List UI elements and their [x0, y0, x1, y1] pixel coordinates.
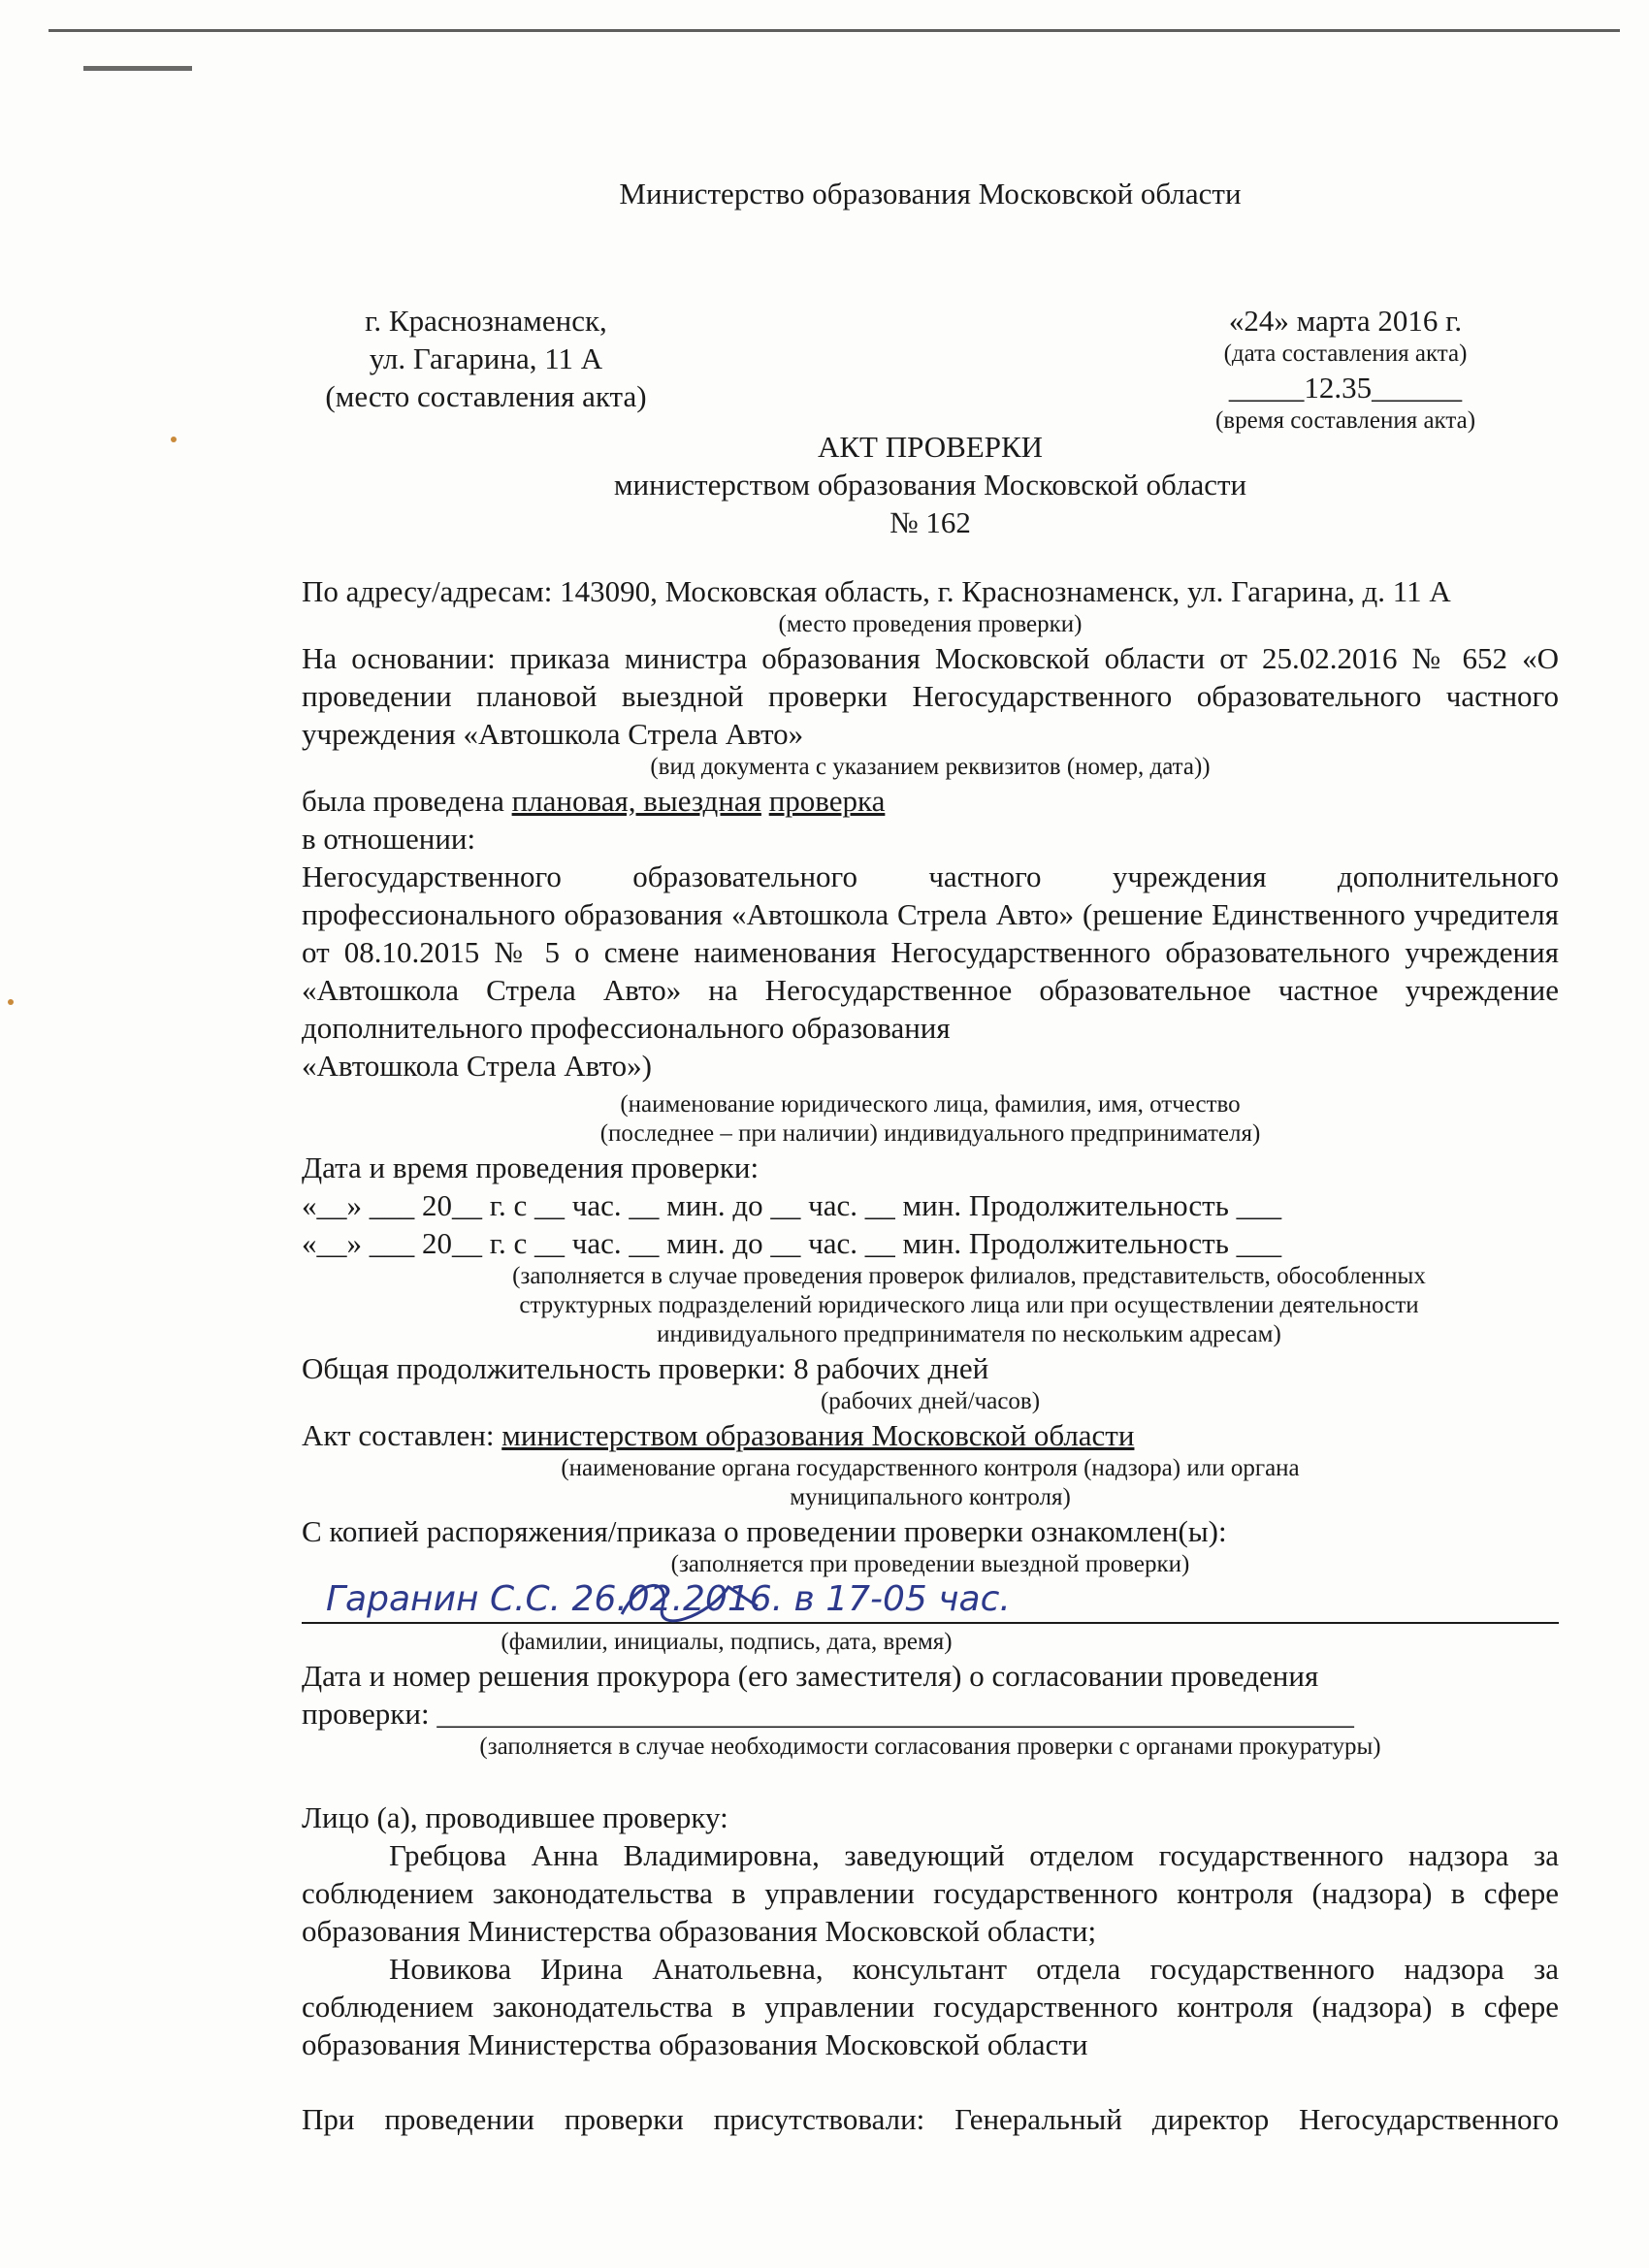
entity-text: Негосударственного образовательного частного учреждения дополнительного профессионального образования «Автошкола Стрела Авто» (решение Единственного учредителя от 08.10.2015 № 5 о смене наименования Негосударственного образовательного учреждения «Автошкола Стрела Авто» на Негосударственное образовательное частное учреждение дополнительного профессионального образования [302, 859, 1559, 1045]
inspector-1: Гребцова Анна Владимировна, заведующий отделом государственного надзора за соблюдением законодательства в управлении государственного контроля (надзора) в сфере образования Министерства образования Московской области; [302, 1838, 1559, 1948]
compiled-line [302, 1416, 1559, 1454]
inspectors-label: Лицо (а), проводившее проверку: [302, 1800, 728, 1834]
act-title-line-1: АКТ ПРОВЕРКИ [817, 430, 1044, 464]
time-value: _____12.35______ [1228, 371, 1463, 405]
acquainted-caption: (заполняется при проведении выездной проверки) [670, 1551, 1190, 1577]
header-row [302, 212, 1559, 445]
prosecutor-line-1: Дата и номер решения прокурора (его заместителя) о согласовании проведения [302, 1659, 1319, 1693]
datetime-caption-1: (заполняется в случае проведения проверок филиалов, представительств, обособленных [512, 1263, 1426, 1289]
duration-caption: (рабочих дней/часов) [820, 1388, 1041, 1414]
datetime-caption-2: структурных подразделений юридического лица или при осуществлении деятельности [519, 1292, 1419, 1318]
conducted-prefix: была проведена [302, 784, 512, 818]
datetime-caption-3: индивидуального предпринимателя по нескольким адресам) [657, 1321, 1281, 1347]
date-caption: (дата составления акта) [1223, 340, 1468, 367]
address-caption: (место проведения проверки) [778, 611, 1083, 637]
prosecutor-caption: (заполняется в случае необходимости согласования проверки с органами прокуратуры) [479, 1733, 1381, 1760]
entity-caption-1: (наименование юридического лица, фамилия, имя, отчество [620, 1091, 1241, 1118]
conducted-line [302, 782, 1559, 820]
basis-text: На основании: приказа министра образования Московской области от 25.02.2016 № 652 «О проведении плановой выездной проверки Негосударственного образовательного частного учреждения «Автошкола Стрела Авто» [302, 641, 1559, 751]
address-text: По адресу/адресам: 143090, Московская область, г. Краснознаменск, ул. Гагарина, д. 11 А [302, 574, 1451, 608]
place-line-2: ул. Гагарина, 11 А [369, 341, 603, 375]
conducted-word: проверка [768, 784, 886, 818]
handwritten-text: Гаранин С.С. 26.02.2016. в 17-05 час. [326, 1579, 1011, 1619]
place-line-1: г. Краснознаменск, [365, 304, 607, 338]
scan-mark [83, 66, 192, 71]
place-block [292, 302, 680, 415]
scan-speck [8, 999, 14, 1005]
inspector-2: Новикова Ирина Анатольевна, консультант отдела государственного надзора за соблюдением законодательства в управлении государственного контроля (надзора) в сфере образования Министерства образования Московской области [302, 1952, 1559, 2061]
compiled-caption-2: муниципального контроля) [790, 1484, 1071, 1510]
act-title-line-2: министерством образования Московской области [613, 468, 1247, 502]
conducted-type: плановая, выездная [511, 784, 761, 818]
time-caption: (время составления акта) [1214, 407, 1476, 434]
basis-caption: (вид документа с указанием реквизитов (номер, дата)) [650, 754, 1211, 780]
prosecutor-line-2: проверки: _____________________________________________________________ [302, 1697, 1354, 1731]
compiled-prefix: Акт составлен: [302, 1418, 502, 1452]
compiled-body: министерством образования Московской области [501, 1418, 1135, 1452]
handwritten-signature [302, 1568, 1559, 1626]
present-text: При проведении проверки присутствовали: Генеральный директор Негосударственного [302, 2102, 1559, 2136]
datetime-row-1: «__» ___ 20__ г. с __ час. __ мин. до __ час. __ мин. Продолжительность ___ [302, 1188, 1282, 1222]
datetime-row-2: «__» ___ 20__ г. с __ час. __ мин. до __ час. __ мин. Продолжительность ___ [302, 1226, 1282, 1260]
acquainted-text: С копией распоряжения/приказа о проведении проверки ознакомлен(ы): [302, 1514, 1227, 1548]
document-page [302, 175, 1559, 2138]
date-block [1180, 302, 1510, 436]
duration-text: Общая продолжительность проверки: 8 рабочих дней [302, 1351, 989, 1385]
date-value: «24» марта 2016 г. [1228, 304, 1463, 338]
place-caption: (место составления акта) [325, 379, 647, 413]
datetime-label: Дата и время проведения проверки: [302, 1150, 760, 1184]
regarding-label: в отношении: [302, 822, 476, 856]
ministry-header: Министерство образования Московской области [619, 177, 1242, 211]
scan-speck [171, 437, 177, 442]
conducted-space [761, 784, 769, 818]
signature-line [302, 1571, 1559, 1624]
act-number: № 162 [889, 505, 971, 539]
entity-caption-2: (последнее – при наличии) индивидуального предпринимателя) [599, 1120, 1261, 1147]
compiled-caption-1: (наименование органа государственного контроля (надзора) или органа [561, 1455, 1300, 1481]
scan-border-line [48, 29, 1620, 32]
entity-last-line: «Автошкола Стрела Авто») [302, 1049, 652, 1083]
acquainted-caption-2: (фамилии, инициалы, подпись, дата, время) [501, 1629, 953, 1655]
